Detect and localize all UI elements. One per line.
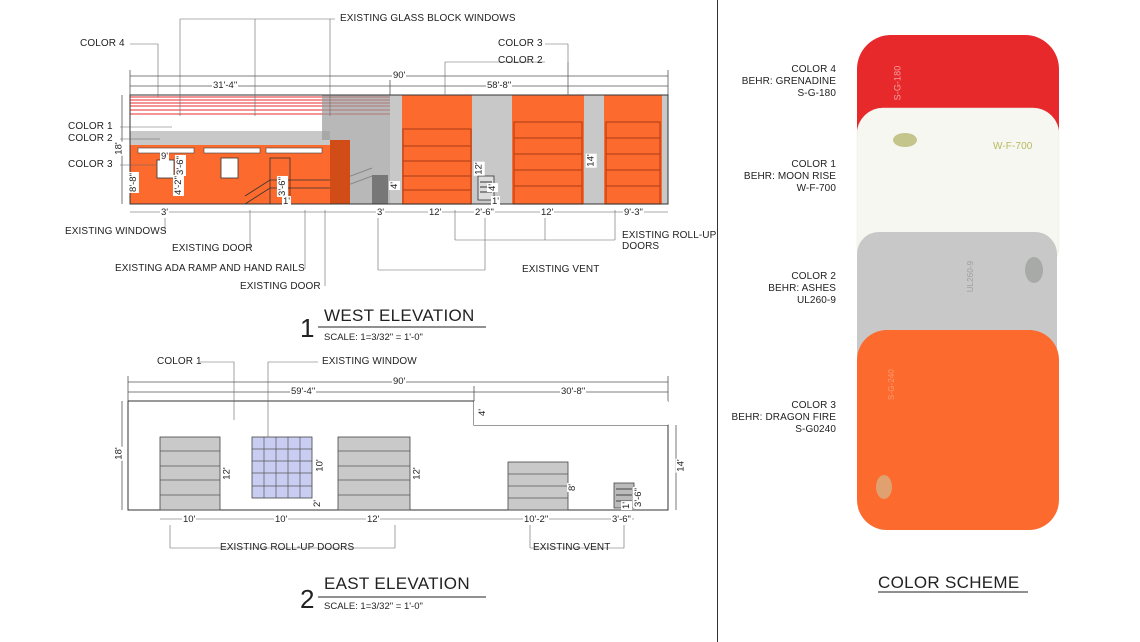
dim-west-door-height: 14' (585, 154, 597, 167)
scheme-color2-brand: BEHR: ASHES (768, 283, 836, 294)
dim-east-d1: 10' (183, 514, 196, 525)
callout-glass-block-windows: EXISTING GLASS BLOCK WINDOWS (340, 13, 516, 24)
dim-west-height: 18' (113, 142, 125, 155)
dim-west-b6: 9'-3" (624, 207, 643, 218)
dim-east-h3: 12' (411, 467, 423, 480)
dim-west-small: 9' (161, 151, 169, 162)
dim-east-d3: 12' (367, 514, 380, 525)
dim-east-height-right: 14' (675, 459, 687, 472)
dim-east-d2: 10' (275, 514, 288, 525)
dim-west-vent-height: 12' (473, 162, 485, 175)
dim-west-left: 31'-4" (213, 80, 238, 91)
behr-bear-icon (876, 475, 892, 499)
dim-west-s2: 1' (492, 196, 500, 207)
dim-east-h2: 10' (314, 459, 326, 472)
callout-existing-rollup-doors: DOORS (622, 241, 660, 252)
dim-west-b3: 12' (429, 207, 442, 218)
dim-east-h5: 3'-6" (632, 488, 644, 507)
callout-existing-door: EXISTING DOOR (172, 243, 253, 254)
dim-east-d5: 3'-6" (612, 514, 631, 525)
scheme-color2-code: UL260-9 (796, 295, 836, 306)
east-elevation-drawing (122, 362, 676, 597)
east-elevation-number: 2 (300, 584, 315, 614)
scheme-color2-label: COLOR 2 (791, 271, 836, 282)
dim-west-h5: 4' (389, 181, 401, 190)
dim-west-h1: 8'-8" (127, 173, 139, 192)
callout-color4: COLOR 4 (80, 38, 125, 49)
dim-east-right: 30'-8" (561, 386, 586, 397)
dim-east-d4: 10'-2" (524, 514, 549, 525)
panel-divider (717, 0, 718, 642)
callout-existing-door-2: EXISTING DOOR (240, 281, 321, 292)
callout-color2: COLOR 2 (68, 133, 113, 144)
dim-west-overall: 90' (393, 70, 406, 81)
west-elevation-number: 1 (300, 313, 315, 343)
callout-east-color1: COLOR 1 (157, 356, 202, 367)
callout-color3: COLOR 3 (68, 159, 113, 170)
scheme-color3-brand: BEHR: DRAGON FIRE (731, 412, 836, 423)
scheme-color3-label-block (730, 400, 836, 436)
east-elevation-scale: SCALE: 1=3/32" = 1'-0" (324, 601, 423, 612)
chip-code-color4: S-G-180 (892, 65, 903, 101)
dim-east-height: 18' (113, 447, 125, 460)
dim-east-h5b: 1' (621, 501, 633, 510)
dim-east-overall: 90' (393, 376, 406, 387)
west-elevation-scale: SCALE: 1=3/32" = 1'-0" (324, 332, 423, 343)
behr-bear-icon (893, 133, 917, 147)
behr-bear-icon (1025, 257, 1043, 283)
scheme-color4-code: S-G-180 (797, 88, 836, 99)
callout-color2-right: COLOR 2 (498, 55, 543, 66)
dim-west-right: 58'-8" (487, 80, 512, 91)
dim-west-b4: 2'-6" (475, 207, 494, 218)
chip-code-color2: UL260-9 (966, 260, 976, 293)
callout-east-existing-window: EXISTING WINDOW (322, 356, 417, 367)
scheme-color4-label-block (730, 64, 836, 100)
dim-west-h3: 3'-6" (174, 156, 186, 175)
callout-existing-vent: EXISTING VENT (522, 264, 600, 275)
scheme-color1-code: W-F-700 (796, 183, 836, 194)
dim-west-h2: 4'-2" (172, 176, 184, 195)
dim-west-vent-height-2: 4' (487, 183, 499, 192)
scheme-color3-label: COLOR 3 (791, 400, 836, 411)
scheme-color4-brand: BEHR: GRENADINE (741, 76, 836, 87)
west-elevation-title: WEST ELEVATION (324, 306, 475, 325)
west-elevation-drawing (120, 19, 668, 327)
dim-west-b5: 12' (541, 207, 554, 218)
dim-west-b2: 3' (377, 207, 385, 218)
callout-color1: COLOR 1 (68, 121, 113, 132)
color-swatch-stack (857, 35, 1059, 530)
callout-color3-right: COLOR 3 (498, 38, 543, 49)
scheme-color4-label: COLOR 4 (791, 64, 836, 75)
swatch-color3 (857, 330, 1059, 530)
callout-ada-ramp: EXISTING ADA RAMP AND HAND RAILS (115, 263, 305, 274)
scheme-color1-label-block (730, 159, 836, 195)
callout-existing-windows: EXISTING WINDOWS (65, 226, 167, 237)
callout-east-rollup-doors: EXISTING ROLL-UP DOORS (220, 542, 355, 553)
dim-west-h4: 3'-6" (276, 177, 288, 196)
east-elevation-title: EAST ELEVATION (324, 574, 470, 593)
dim-east-left: 59'-4" (291, 386, 316, 397)
dim-west-b1: 3' (161, 207, 169, 218)
chip-code-color3: S-G-240 (886, 369, 896, 400)
scheme-color1-brand: BEHR: MOON RISE (743, 171, 836, 182)
callout-east-existing-vent: EXISTING VENT (533, 542, 611, 553)
dim-east-h1: 12' (221, 467, 233, 480)
callout-existing-rollup: EXISTING ROLL-UP (622, 230, 717, 241)
scheme-color1-label: COLOR 1 (791, 159, 836, 170)
dim-east-notch: 4' (477, 408, 489, 417)
chip-code-color1: W-F-700 (993, 141, 1033, 152)
color-scheme-title: COLOR SCHEME (878, 573, 1020, 592)
dim-east-h2b: 2' (312, 499, 324, 508)
scheme-color3-code: S-G0240 (795, 424, 836, 435)
dim-west-s1: 1' (283, 196, 291, 207)
scheme-color2-label-block (730, 271, 836, 307)
dim-east-h4: 8' (567, 483, 579, 492)
